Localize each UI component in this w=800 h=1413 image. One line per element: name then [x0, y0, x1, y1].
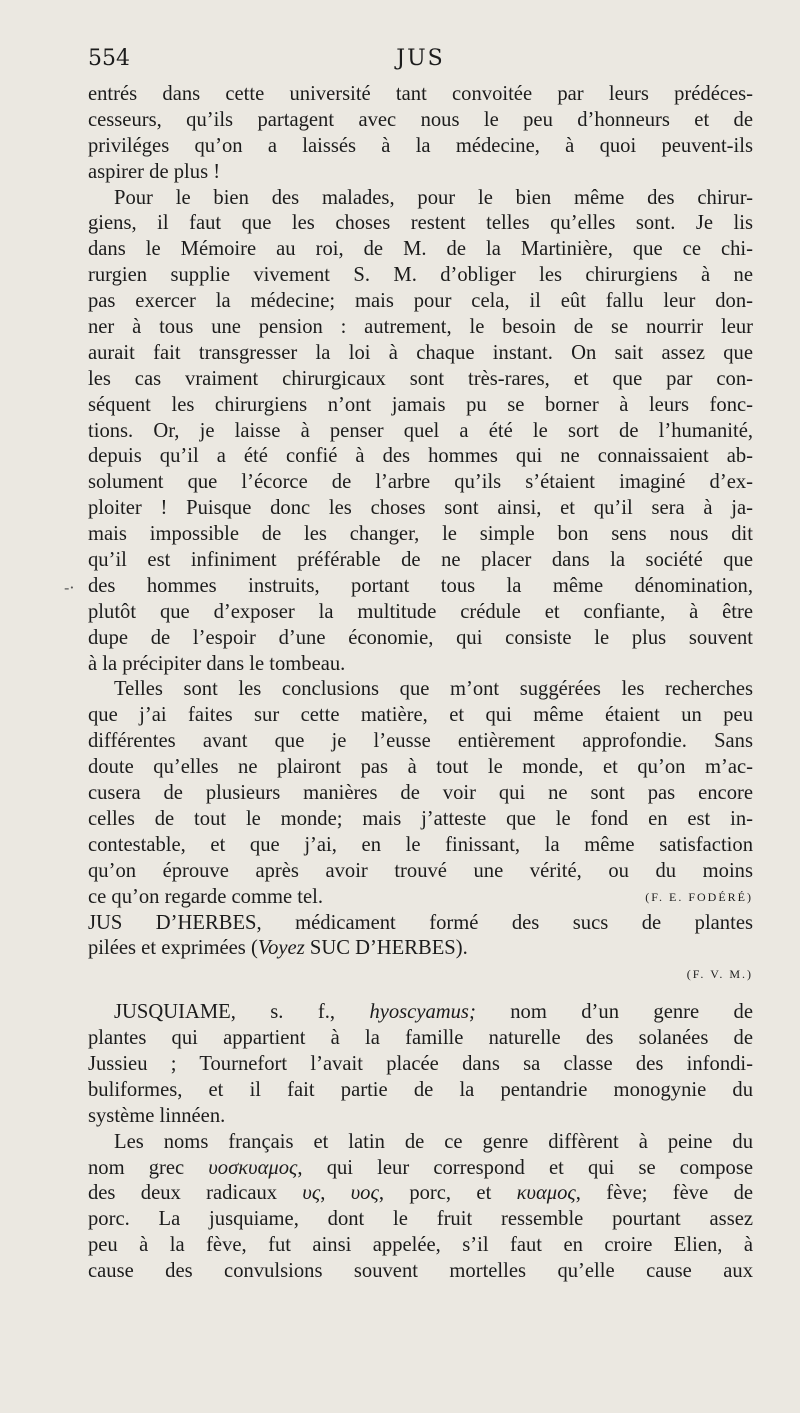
text-line: [88, 1000, 753, 1026]
text-line: les cas vraiment chirurgicaux sont très-rares, et que par con-: [88, 367, 753, 390]
text-line: cusera de plusieurs manières de voir qui ne sont pas encore: [88, 782, 753, 805]
text-line: des hommes instruits, portant tous la même dénomination,: [88, 574, 753, 597]
entry-definition: pilées et exprimées (: [88, 937, 258, 960]
page-header: [88, 46, 753, 80]
text-line: celles de tout le monde; mais j’atteste que le fond en est in-: [88, 807, 753, 830]
text-line: pas exercer la médecine; mais pour cela, il eût fallu leur don-: [88, 290, 753, 313]
text-line: ner à tous une pension : autrement, le besoin de se nourrir leur: [88, 316, 753, 339]
text-line: tions. Or, je laisse à penser quel a été le sort de l’humanité,: [88, 419, 753, 442]
text-line: [88, 936, 753, 962]
page-body: [88, 82, 753, 1285]
entry-definition: , médicament formé des sucs de plantes: [256, 911, 753, 934]
entry-headword: JUS D’HERBES: [88, 911, 257, 934]
text-line: peu à la fève, fut ainsi appelée, s’il faut en croire Elien, à: [88, 1234, 753, 1257]
paragraph-1: [88, 82, 753, 186]
author-signature: (F. E. FODÉRÉ): [645, 889, 753, 904]
text-line: cesseurs, qu’ils partagent avec nous le peu d’honneurs et de: [88, 108, 753, 131]
entry-jusquiame: [88, 1000, 753, 1129]
text-line: doute qu’elles ne plairont pas à tout le monde, et qu’on m’ac-: [88, 756, 753, 779]
text-span: nom grec: [88, 1156, 209, 1179]
greek-word: κυαμος: [516, 1182, 576, 1205]
text-line: buliformes, et il fait partie de la pentandrie monogynie du: [88, 1078, 753, 1101]
margin-mark: -·: [64, 578, 75, 597]
text-line: Telles sont les conclusions que m’ont suggérées les recherches: [114, 678, 753, 701]
text-span: , fève; fève de: [575, 1182, 754, 1205]
page-number: 554: [88, 46, 130, 71]
latin-name: hyoscyamus;: [369, 1001, 476, 1024]
text-span: ,: [320, 1182, 351, 1205]
text-line: priviléges qu’on a laissés à la médecine, à quoi peuvent-ils: [88, 134, 753, 157]
text-line: ploiter ! Puisque donc les choses sont ainsi, et qu’il sera à ja-: [88, 497, 753, 520]
author-signature: (F. V. M.): [686, 967, 753, 982]
text-line: à la précipiter dans le tombeau.: [88, 652, 346, 675]
greek-word: υς: [302, 1182, 321, 1205]
text-line: rurgien supplie vivement S. M. d’obliger les chirurgiens à ne: [88, 264, 753, 287]
paragraph-2: [88, 186, 753, 678]
entry-jus-dherbes: [88, 911, 753, 989]
part-of-speech: , s. f.,: [230, 1001, 370, 1024]
greek-word: υοσκυαμος: [208, 1156, 298, 1179]
text-line: Pour le bien des malades, pour le bien même des chirur-: [114, 186, 753, 209]
text-line: [88, 1156, 753, 1182]
greek-word: υος: [350, 1182, 379, 1205]
text-line: depuis qu’il a été confié à des hommes qui ne connaissaient ab-: [88, 445, 753, 468]
text-line: qu’il est infiniment préférable de ne placer dans la société que: [88, 549, 753, 572]
paragraph-3: [88, 677, 753, 910]
text-line: plutôt que d’exposer la multitude crédule et confiante, à être: [88, 600, 753, 623]
text-span: , qui leur correspond et qui se compose: [297, 1156, 753, 1179]
text-line: porc. La jusquiame, dont le fruit ressemble pourtant assez: [88, 1208, 753, 1231]
entry-definition: ).: [455, 937, 468, 960]
cross-reference-target: SUC D’HERBES: [304, 937, 456, 960]
text-line: dupe de l’espoir d’une économie, qui consiste le plus souvent: [88, 626, 753, 649]
entry-headword: JUSQUIAME: [114, 1001, 231, 1024]
text-line: ce qu’on regarde comme tel.: [88, 885, 323, 908]
text-line: différentes avant que je l’eusse entièrement approfondie. Sans: [88, 730, 753, 753]
text-line: [88, 911, 753, 937]
text-line: que j’ai faites sur cette matière, et qui même étaient un peu: [88, 704, 753, 727]
text-line: Jussieu ; Tournefort l’avait placée dans sa classe des infondi-: [88, 1052, 753, 1075]
text-line: qu’on éprouve après avoir trouvé une vérité, ou du moins: [88, 859, 753, 882]
text-line: entrés dans cette université tant convoitée par leurs prédéces-: [88, 83, 753, 105]
paragraph-last: [88, 1130, 753, 1285]
text-line: aurait fait transgresser la loi à chaque instant. On sait assez que: [88, 341, 753, 364]
text-line: Les noms français et latin de ce genre diffèrent à peine du: [114, 1130, 753, 1153]
text-line: plantes qui appartient à la famille naturelle des solanées de: [88, 1027, 753, 1050]
text-line: giens, il faut que les choses restent telles qu’elles sont. Je lis: [88, 212, 753, 235]
cross-reference-voyez: Voyez: [257, 937, 305, 960]
text-line: dans le Mémoire au roi, de M. de la Martinière, que ce chi-: [88, 238, 753, 261]
text-line: séquent les chirurgiens n’ont jamais pu se borner à leurs fonc-: [88, 393, 753, 416]
text-line: solument que l’écorce de l’arbre qu’ils s’étaient imaginé d’ex-: [88, 471, 753, 494]
text-line: [88, 1181, 753, 1207]
text-span: des deux radicaux: [88, 1182, 303, 1205]
running-head: JUS: [396, 46, 445, 71]
text-line: contestable, et que j’ai, en le finissant, la même satisfaction: [88, 833, 753, 856]
text-line: système linnéen.: [88, 1104, 226, 1127]
text-line: aspirer de plus !: [88, 160, 221, 183]
text-span: , porc, et: [378, 1182, 517, 1205]
text-line: cause des convulsions souvent mortelles qu’elle cause aux: [88, 1260, 753, 1283]
entry-definition: nom d’un genre de: [475, 1001, 753, 1024]
text-line: mais impossible de les changer, le simple bon sens nous dit: [88, 523, 753, 546]
